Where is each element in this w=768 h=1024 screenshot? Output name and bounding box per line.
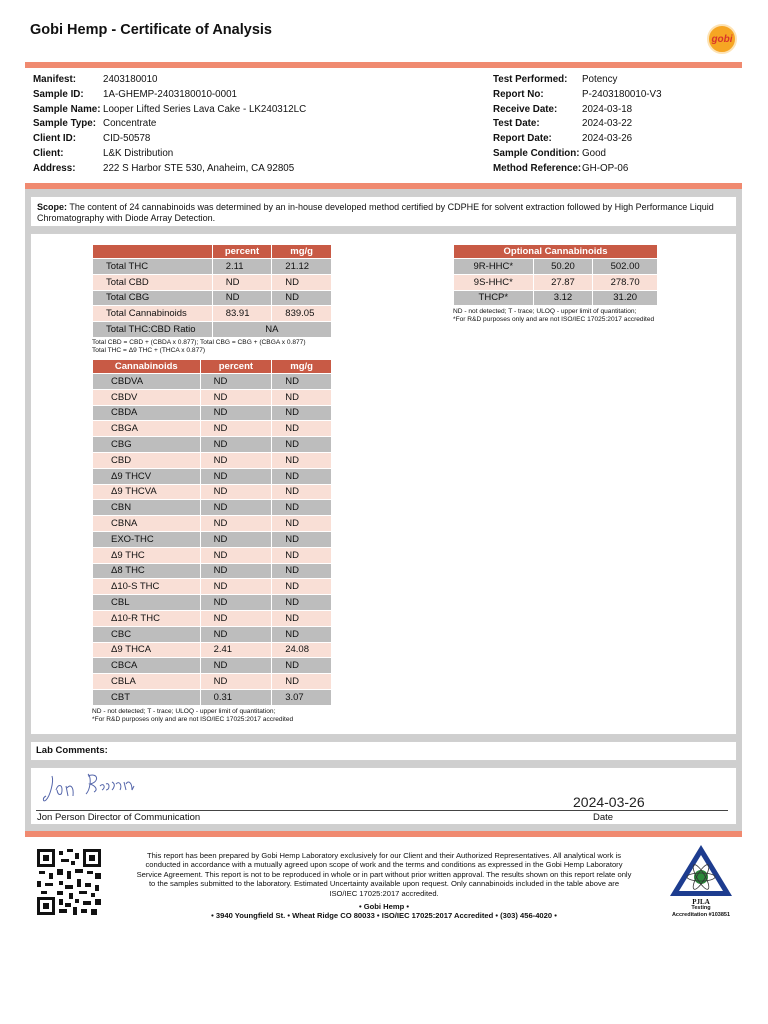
table-row xyxy=(93,374,332,390)
table-cell: CBDV xyxy=(93,389,201,405)
table-row xyxy=(454,274,658,290)
table-cell: THCP* xyxy=(454,290,534,306)
table-row xyxy=(93,626,332,642)
table-row xyxy=(93,437,332,453)
table-row xyxy=(93,610,332,626)
table-row xyxy=(93,674,332,690)
info-label: Method Reference: xyxy=(493,162,582,174)
ratio-label: Total THC:CBD Ratio xyxy=(93,322,213,338)
table-cell: ND xyxy=(272,610,332,626)
info-label: Sample Type: xyxy=(33,118,96,130)
table-row xyxy=(93,595,332,611)
optional-note-1: ND - not detected; T - trace; ULOQ - upper limit of quantitation; xyxy=(453,308,637,316)
table-cell: ND xyxy=(212,290,272,306)
info-value: 2403180010 xyxy=(103,74,158,85)
table-row xyxy=(93,642,332,658)
info-row xyxy=(493,147,662,162)
sample-info-right xyxy=(493,73,662,177)
info-value: 222 S Harbor STE 530, Anaheim, CA 92805 xyxy=(103,162,295,174)
info-row xyxy=(33,162,306,177)
table-cell: ND xyxy=(200,452,272,468)
signatory-name: Jon Person Director of Communication xyxy=(37,812,201,823)
pjla-sub: Testing xyxy=(691,905,711,911)
date-label: Date xyxy=(593,812,614,823)
optional-section xyxy=(453,244,658,324)
table-header: mg/g xyxy=(272,360,332,374)
table-cell: ND xyxy=(272,274,332,290)
table-row xyxy=(93,658,332,674)
table-cell: CBL xyxy=(93,595,201,611)
table-header: percent xyxy=(212,245,272,259)
table-cell: ND xyxy=(200,516,272,532)
table-cell: ND xyxy=(272,437,332,453)
table-cell: ND xyxy=(200,595,272,611)
scope-text: The content of 24 cannabinoids was determined by an in-house developed method certified by CDPHE for solvent extraction followed by High Performance Liquid Chromatography with Diode Array Detection. xyxy=(37,202,714,223)
info-value: CID-50578 xyxy=(103,133,151,145)
table-row xyxy=(93,500,332,516)
table-cell: ND xyxy=(200,626,272,642)
table-row xyxy=(93,531,332,547)
info-value: GH-OP-06 xyxy=(582,162,629,174)
table-cell: 3.07 xyxy=(272,689,332,705)
footer-address: • 3940 Youngfield St. • Wheat Ridge CO 80033 • ISO/IEC 17025:2017 Accredited • (303) 456-4020 • xyxy=(211,911,557,920)
table-cell: ND xyxy=(200,563,272,579)
info-row xyxy=(33,103,306,118)
lab-comments-box xyxy=(30,741,737,761)
page-title: Gobi Hemp - Certificate of Analysis xyxy=(30,22,272,38)
totals-table xyxy=(92,244,332,338)
table-cell: 502.00 xyxy=(593,259,658,275)
table-cell: ND xyxy=(200,500,272,516)
info-row xyxy=(33,73,306,88)
table-cell: ND xyxy=(272,389,332,405)
table-cell: ND xyxy=(200,468,272,484)
table-cell: CBN xyxy=(93,500,201,516)
table-cell: Total Cannabinoids xyxy=(93,306,213,322)
table-cell: 2.41 xyxy=(200,642,272,658)
info-row xyxy=(493,88,662,103)
table-cell: ND xyxy=(200,437,272,453)
signature-date: 2024-03-26 xyxy=(573,794,645,810)
info-label: Client: xyxy=(33,147,64,159)
totals-section xyxy=(92,244,332,355)
table-cell: ND xyxy=(272,452,332,468)
info-label: Client ID: xyxy=(33,133,76,145)
table-cell: ND xyxy=(272,405,332,421)
accreditation-number: Accreditation #103851 xyxy=(671,912,731,918)
table-cell: ND xyxy=(272,563,332,579)
table-cell: 0.31 xyxy=(200,689,272,705)
qr-code-icon xyxy=(37,849,101,915)
table-cell: ND xyxy=(200,389,272,405)
table-row xyxy=(93,689,332,705)
info-row xyxy=(493,162,662,177)
divider-top xyxy=(25,62,742,68)
table-cell: CBG xyxy=(93,437,201,453)
table-row xyxy=(93,405,332,421)
table-cell: Δ9 THCA xyxy=(93,642,201,658)
table-row xyxy=(93,306,332,322)
table-cell: 9R-HHC* xyxy=(454,259,534,275)
table-cell: ND xyxy=(272,290,332,306)
table-row xyxy=(93,468,332,484)
table-cell: Δ10-S THC xyxy=(93,579,201,595)
table-cell: ND xyxy=(272,468,332,484)
table-cell: Δ9 THCV xyxy=(93,468,201,484)
info-value: P-2403180010-V3 xyxy=(582,88,662,100)
info-value: L&K Distribution xyxy=(103,147,174,159)
cannabinoids-section xyxy=(92,359,332,724)
table-cell: 27.87 xyxy=(533,274,593,290)
table-row xyxy=(93,547,332,563)
table-cell: CBGA xyxy=(93,421,201,437)
info-row xyxy=(493,103,662,118)
table-cell: Total THC xyxy=(93,259,213,275)
table-cell: ND xyxy=(272,500,332,516)
table-cell: 278.70 xyxy=(593,274,658,290)
info-row xyxy=(33,117,306,132)
table-cell: ND xyxy=(200,374,272,390)
info-row xyxy=(493,117,662,132)
cannabinoids-note-1: ND - not detected; T - trace; ULOQ - upper limit of quantitation; xyxy=(92,707,276,715)
table-cell: EXO-THC xyxy=(93,531,201,547)
table-cell: ND xyxy=(272,626,332,642)
scope-label: Scope: xyxy=(37,202,68,212)
table-cell: Total CBG xyxy=(93,290,213,306)
info-row xyxy=(33,88,306,103)
table-cell: ND xyxy=(212,274,272,290)
table-cell: ND xyxy=(200,674,272,690)
table-cell: ND xyxy=(272,595,332,611)
table-cell: 21.12 xyxy=(272,259,332,275)
table-cell: CBNA xyxy=(93,516,201,532)
table-cell: ND xyxy=(272,516,332,532)
table-cell: CBLA xyxy=(93,674,201,690)
info-value: 2024-03-22 xyxy=(582,118,633,130)
table-row xyxy=(93,516,332,532)
table-cell: 2.11 xyxy=(212,259,272,275)
info-value: Good xyxy=(582,147,606,159)
pjla-accreditation-logo xyxy=(668,843,734,898)
table-cell: ND xyxy=(200,658,272,674)
table-cell: ND xyxy=(272,547,332,563)
table-header: Cannabinoids xyxy=(93,360,201,374)
gobi-logo: gobi xyxy=(707,24,737,54)
table-cell: CBCA xyxy=(93,658,201,674)
table-cell: 31.20 xyxy=(593,290,658,306)
table-cell: ND xyxy=(200,531,272,547)
scope-box xyxy=(30,196,737,227)
ratio-row xyxy=(93,322,332,338)
table-row xyxy=(93,579,332,595)
table-header: percent xyxy=(200,360,272,374)
totals-formula-2: Total THC = Δ9 THC + (THCA x 0.877) xyxy=(92,346,206,354)
table-row xyxy=(93,259,332,275)
table-cell: 3.12 xyxy=(533,290,593,306)
table-row xyxy=(93,421,332,437)
info-row xyxy=(33,147,306,162)
table-cell: Δ10-R THC xyxy=(93,610,201,626)
info-value: 1A-GHEMP-2403180010-0001 xyxy=(103,88,237,100)
table-cell: ND xyxy=(272,484,332,500)
table-cell: CBDA xyxy=(93,405,201,421)
table-cell: ND xyxy=(200,579,272,595)
table-cell: ND xyxy=(200,610,272,626)
info-value: 2024-03-26 xyxy=(582,133,633,145)
info-row xyxy=(493,73,662,88)
info-row xyxy=(493,132,662,147)
table-header: Optional Cannabinoids xyxy=(454,245,658,259)
info-label: Report Date: xyxy=(493,133,552,145)
table-row xyxy=(93,563,332,579)
table-cell: 83.91 xyxy=(212,306,272,322)
info-value: Looper Lifted Series Lava Cake - LK240312LC xyxy=(103,103,307,115)
table-cell: 50.20 xyxy=(533,259,593,275)
signature-line xyxy=(36,810,728,811)
table-cell: Δ8 THC xyxy=(93,563,201,579)
table-row xyxy=(454,290,658,306)
table-cell: Δ9 THC xyxy=(93,547,201,563)
table-cell: 839.05 xyxy=(272,306,332,322)
divider-bottom xyxy=(25,831,742,837)
info-value: Potency xyxy=(582,74,618,85)
table-cell: ND xyxy=(200,484,272,500)
table-cell: CBC xyxy=(93,626,201,642)
info-row xyxy=(33,132,306,147)
info-label: Sample ID: xyxy=(33,88,84,100)
lab-comments-label: Lab Comments: xyxy=(36,745,108,756)
table-cell: ND xyxy=(272,531,332,547)
info-label: Test Performed: xyxy=(493,74,568,85)
table-cell: ND xyxy=(272,421,332,437)
table-cell: 9S-HHC* xyxy=(454,274,534,290)
footer-disclaimer: This report has been prepared by Gobi Hemp Laboratory exclusively for our Client and their Authorized Representatives. All analytical work is conducted in accordance with a mutually agreed upon scope of work and the terms and conditions as expressed in the Gobi Hemp Laboratory Service Agreement. This report is not to be reproduced in whole or in part without prior written approval. The results shown on this report relate only to the samples submitted to the laboratory. Estimated Uncertainty available upon request. Only cannabinoids included in the table above are ISO/IEC 17025:2017 accredited. xyxy=(136,851,632,898)
table-cell: Δ9 THCVA xyxy=(93,484,201,500)
table-row xyxy=(454,259,658,275)
table-cell: 24.08 xyxy=(272,642,332,658)
info-value: 2024-03-18 xyxy=(582,103,633,115)
table-row xyxy=(93,484,332,500)
table-cell: ND xyxy=(200,405,272,421)
table-cell: ND xyxy=(200,421,272,437)
table-cell: ND xyxy=(272,674,332,690)
pjla-name: PJLA xyxy=(692,898,710,906)
info-value: Concentrate xyxy=(103,118,157,130)
table-cell: ND xyxy=(272,374,332,390)
table-cell: CBDVA xyxy=(93,374,201,390)
info-label: Address: xyxy=(33,162,76,174)
info-label: Sample Condition: xyxy=(493,147,580,159)
table-header xyxy=(93,245,213,259)
table-cell: CBT xyxy=(93,689,201,705)
info-label: Receive Date: xyxy=(493,103,558,115)
cannabinoids-table xyxy=(92,359,332,706)
ratio-value: NA xyxy=(212,322,331,338)
totals-formula-1: Total CBD = CBD + (CBDA x 0.877); Total CBG = CBG + (CBGA x 0.877) xyxy=(92,338,306,346)
table-row xyxy=(93,452,332,468)
table-row xyxy=(93,274,332,290)
cannabinoids-note-2: *For R&D purposes only and are not ISO/IEC 17025:2017 accredited xyxy=(92,715,294,723)
info-label: Manifest: xyxy=(33,74,77,85)
table-header: mg/g xyxy=(272,245,332,259)
info-label: Sample Name: xyxy=(33,103,101,115)
table-cell: ND xyxy=(272,658,332,674)
table-row xyxy=(93,389,332,405)
sample-info-left xyxy=(33,73,306,177)
table-cell: ND xyxy=(272,579,332,595)
optional-table xyxy=(453,244,658,306)
optional-note-2: *For R&D purposes only and are not ISO/IEC 17025:2017 accredited xyxy=(453,316,655,324)
table-cell: CBD xyxy=(93,452,201,468)
table-row xyxy=(93,290,332,306)
table-cell: Total CBD xyxy=(93,274,213,290)
info-label: Test Date: xyxy=(493,118,540,130)
table-cell: ND xyxy=(200,547,272,563)
info-label: Report No: xyxy=(493,88,544,100)
signature-image xyxy=(40,768,150,808)
footer-company: • Gobi Hemp • xyxy=(358,902,410,911)
